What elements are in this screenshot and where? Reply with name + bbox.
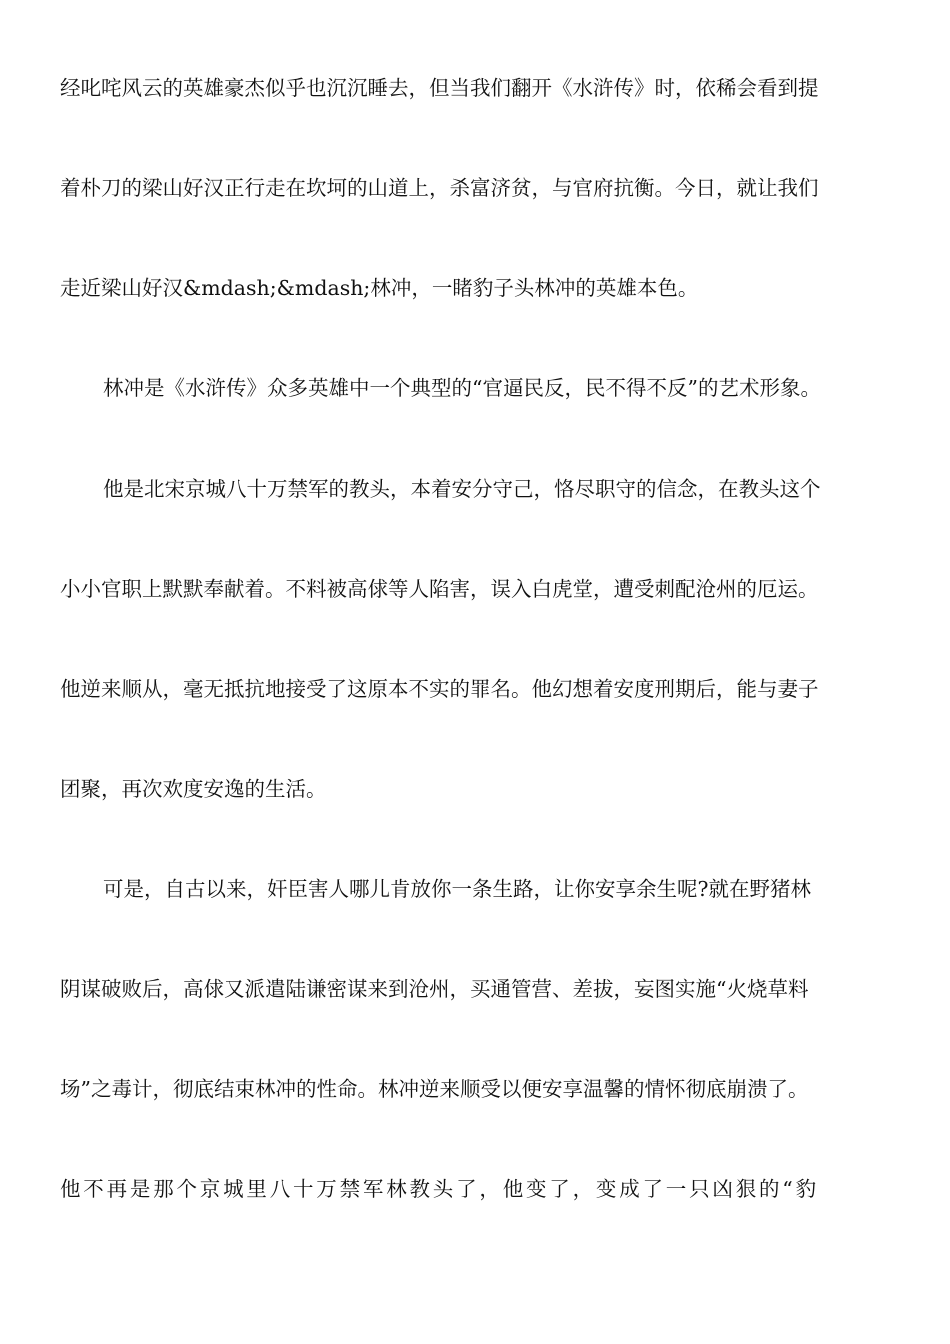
paragraph-line-9: 可是，自古以来，奸臣害人哪儿肯放你一条生路，让你安享余生呢?就在野猪林 [103,877,811,901]
text-line-6: 小小官职上默默奉献着。不料被高俅等人陷害，误入白虎堂，遭受刺配沧州的厄运。 [60,577,819,601]
text-line-11: 场”之毒计，彻底结束林冲的性命。林冲逆来顺受以便安享温馨的情怀彻底崩溃了。 [60,1077,809,1101]
text-line-12: 他不再是那个京城里八十万禁军林教头了，他变了，变成了一只凶狠的“豹 [60,1177,819,1201]
text-line-10: 阴谋破败后，高俅又派遣陆谦密谋来到沧州，买通管营、差拔，妄图实施“火烧草料 [60,977,809,1001]
text-line-3: 走近梁山好汉&mdash;&mdash;林冲，一睹豹子头林冲的英雄本色。 [60,276,699,300]
paragraph-line-5: 他是北宋京城八十万禁军的教头，本着安分守己，恪尽职守的信念，在教头这个 [103,477,821,501]
text-line-7: 他逆来顺从，毫无抵抗地接受了这原本不实的罪名。他幻想着安度刑期后，能与妻子 [60,677,819,701]
text-line-1: 经叱咤风云的英雄豪杰似乎也沉沉睡去，但当我们翻开《水浒传》时，依稀会看到提 [60,76,819,100]
text-line-2: 着朴刀的梁山好汉正行走在坎坷的山道上，杀富济贫，与官府抗衡。今日，就让我们 [60,176,819,200]
text-line-8: 团聚，再次欢度安逸的生活。 [60,777,327,801]
paragraph-line-4: 林冲是《水浒传》众多英雄中一个典型的“官逼民反，民不得不反”的艺术形象。 [103,376,821,400]
